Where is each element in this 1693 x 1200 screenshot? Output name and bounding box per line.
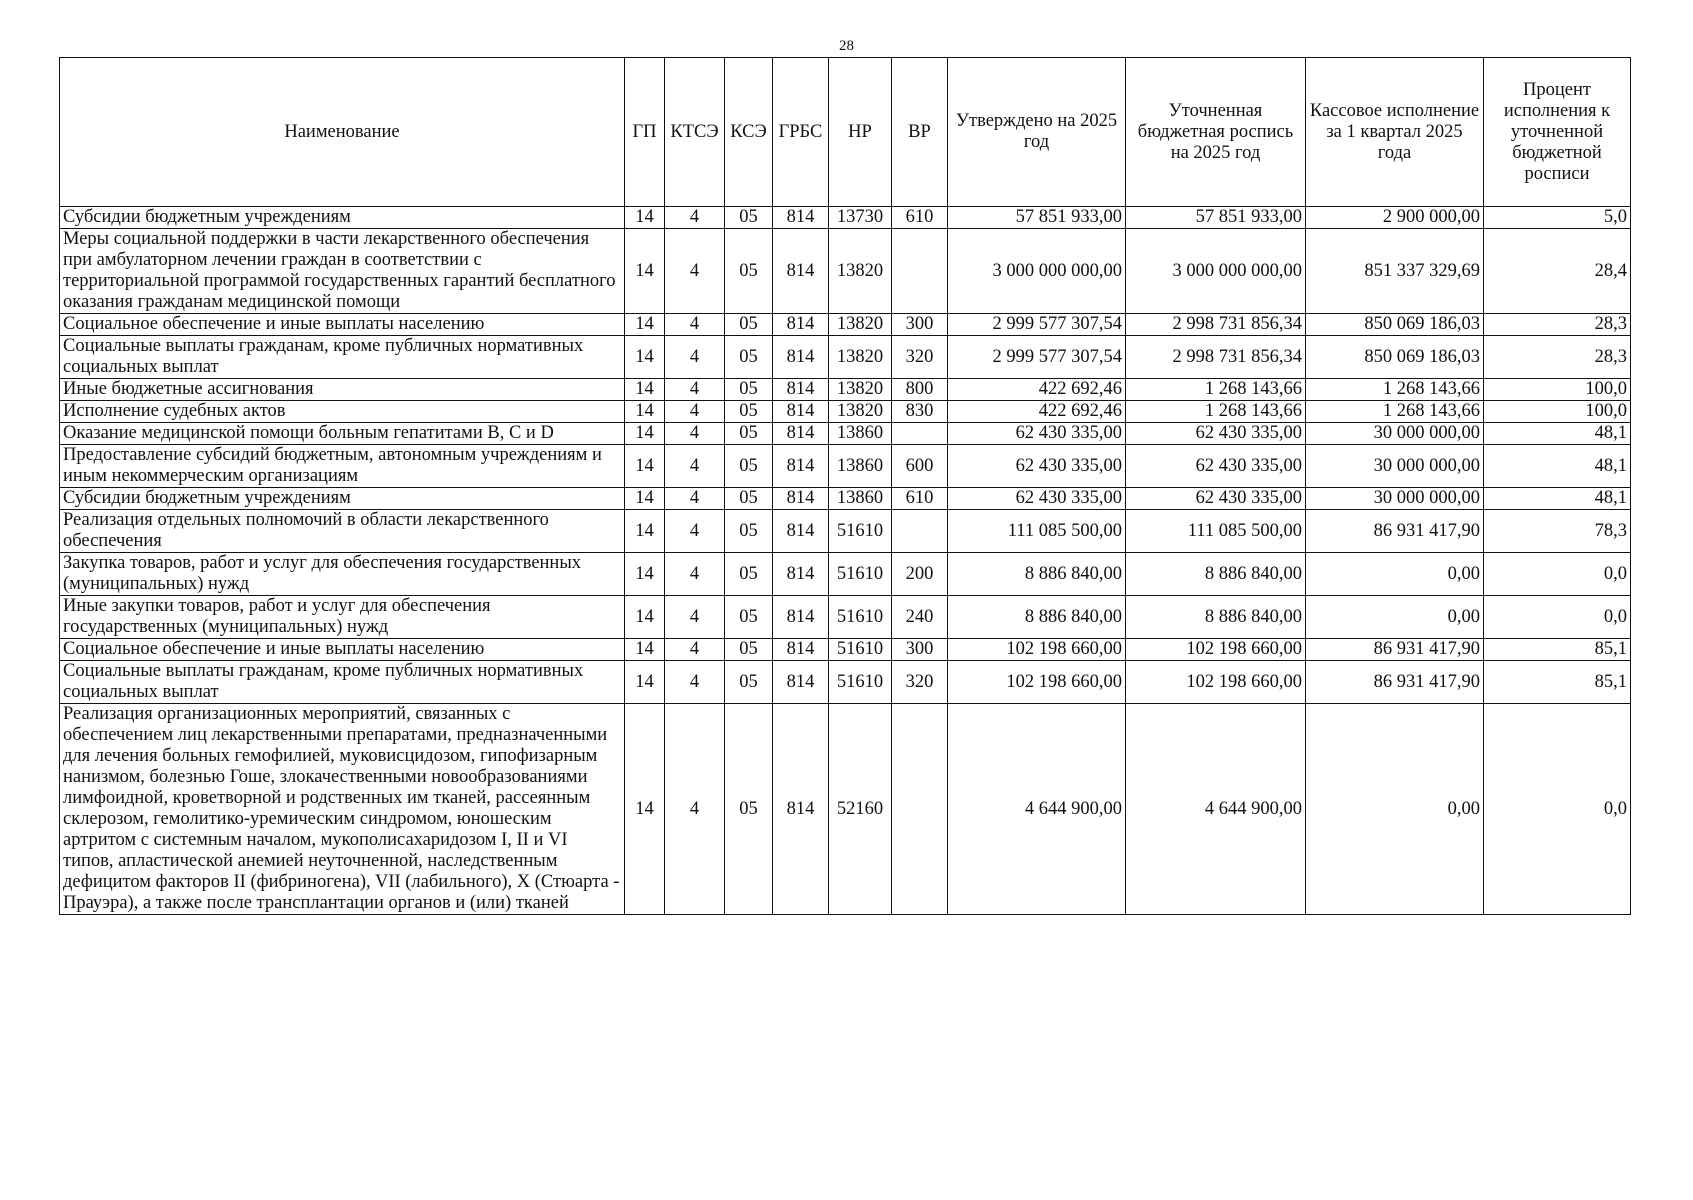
cell-grbs: 814 <box>773 445 829 488</box>
cell-name: Исполнение судебных актов <box>60 401 625 423</box>
cell-approved: 62 430 335,00 <box>948 488 1126 510</box>
cell-name: Закупка товаров, работ и услуг для обеспечения государственных (муниципальных) нужд <box>60 553 625 596</box>
table-row <box>60 553 1631 596</box>
cell-ktse: 4 <box>665 553 725 596</box>
cell-percent: 48,1 <box>1484 445 1631 488</box>
cell-kse: 05 <box>725 336 773 379</box>
cell-gp: 14 <box>625 661 665 704</box>
cell-refined: 111 085 500,00 <box>1126 510 1306 553</box>
cell-kse: 05 <box>725 401 773 423</box>
header-ktse: КТСЭ <box>665 58 725 207</box>
table-row <box>60 401 1631 423</box>
table-row <box>60 229 1631 314</box>
cell-kse: 05 <box>725 445 773 488</box>
header-cash: Кассовое исполнение за 1 квартал 2025 года <box>1306 58 1484 207</box>
cell-gp: 14 <box>625 510 665 553</box>
cell-cash: 86 931 417,90 <box>1306 510 1484 553</box>
cell-nr: 13820 <box>829 229 892 314</box>
cell-vr: 320 <box>892 661 948 704</box>
table-row <box>60 207 1631 229</box>
cell-percent: 5,0 <box>1484 207 1631 229</box>
cell-kse: 05 <box>725 596 773 639</box>
cell-ktse: 4 <box>665 423 725 445</box>
cell-vr <box>892 704 948 915</box>
cell-ktse: 4 <box>665 207 725 229</box>
cell-name: Реализация отдельных полномочий в области лекарственного обеспечения <box>60 510 625 553</box>
cell-grbs: 814 <box>773 207 829 229</box>
cell-vr: 200 <box>892 553 948 596</box>
table-row <box>60 661 1631 704</box>
cell-ktse: 4 <box>665 379 725 401</box>
cell-approved: 2 999 577 307,54 <box>948 336 1126 379</box>
cell-cash: 0,00 <box>1306 553 1484 596</box>
cell-percent: 78,3 <box>1484 510 1631 553</box>
cell-vr <box>892 229 948 314</box>
cell-gp: 14 <box>625 423 665 445</box>
cell-kse: 05 <box>725 510 773 553</box>
cell-approved: 62 430 335,00 <box>948 445 1126 488</box>
table-row <box>60 336 1631 379</box>
cell-refined: 8 886 840,00 <box>1126 596 1306 639</box>
cell-refined: 102 198 660,00 <box>1126 639 1306 661</box>
cell-nr: 51610 <box>829 661 892 704</box>
header-vr: ВР <box>892 58 948 207</box>
cell-cash: 0,00 <box>1306 596 1484 639</box>
cell-percent: 48,1 <box>1484 488 1631 510</box>
cell-vr: 830 <box>892 401 948 423</box>
cell-cash: 86 931 417,90 <box>1306 639 1484 661</box>
cell-percent: 85,1 <box>1484 661 1631 704</box>
cell-vr: 600 <box>892 445 948 488</box>
cell-ktse: 4 <box>665 639 725 661</box>
cell-vr: 610 <box>892 207 948 229</box>
table-row <box>60 314 1631 336</box>
cell-cash: 0,00 <box>1306 704 1484 915</box>
cell-grbs: 814 <box>773 379 829 401</box>
cell-ktse: 4 <box>665 661 725 704</box>
cell-refined: 62 430 335,00 <box>1126 488 1306 510</box>
cell-refined: 1 268 143,66 <box>1126 379 1306 401</box>
cell-percent: 100,0 <box>1484 401 1631 423</box>
cell-approved: 57 851 933,00 <box>948 207 1126 229</box>
cell-approved: 422 692,46 <box>948 401 1126 423</box>
page-number: 28 <box>839 38 854 54</box>
cell-percent: 28,4 <box>1484 229 1631 314</box>
cell-gp: 14 <box>625 401 665 423</box>
cell-grbs: 814 <box>773 336 829 379</box>
cell-kse: 05 <box>725 423 773 445</box>
cell-kse: 05 <box>725 379 773 401</box>
header-row <box>60 58 1631 207</box>
cell-ktse: 4 <box>665 314 725 336</box>
cell-grbs: 814 <box>773 661 829 704</box>
cell-percent: 100,0 <box>1484 379 1631 401</box>
cell-refined: 4 644 900,00 <box>1126 704 1306 915</box>
cell-percent: 28,3 <box>1484 336 1631 379</box>
cell-gp: 14 <box>625 314 665 336</box>
cell-nr: 51610 <box>829 553 892 596</box>
cell-kse: 05 <box>725 229 773 314</box>
cell-gp: 14 <box>625 379 665 401</box>
cell-gp: 14 <box>625 207 665 229</box>
cell-ktse: 4 <box>665 401 725 423</box>
table-row <box>60 379 1631 401</box>
header-refined: Уточненная бюджетная роспись на 2025 год <box>1126 58 1306 207</box>
cell-vr: 300 <box>892 314 948 336</box>
cell-refined: 62 430 335,00 <box>1126 445 1306 488</box>
cell-gp: 14 <box>625 488 665 510</box>
cell-refined: 8 886 840,00 <box>1126 553 1306 596</box>
cell-cash: 86 931 417,90 <box>1306 661 1484 704</box>
cell-name: Иные бюджетные ассигнования <box>60 379 625 401</box>
header-approved: Утверждено на 2025 год <box>948 58 1126 207</box>
cell-kse: 05 <box>725 553 773 596</box>
table-header <box>60 58 1631 207</box>
cell-nr: 13820 <box>829 314 892 336</box>
cell-percent: 28,3 <box>1484 314 1631 336</box>
cell-approved: 8 886 840,00 <box>948 596 1126 639</box>
cell-vr: 240 <box>892 596 948 639</box>
cell-refined: 1 268 143,66 <box>1126 401 1306 423</box>
cell-name: Меры социальной поддержки в части лекарственного обеспечения при амбулаторном лечении граждан в соответствии с территориальной программой государственных гарантий бесплатного оказания гражданам медицинской помощи <box>60 229 625 314</box>
header-nr: НР <box>829 58 892 207</box>
cell-percent: 85,1 <box>1484 639 1631 661</box>
cell-ktse: 4 <box>665 488 725 510</box>
budget-execution-table <box>59 57 1631 915</box>
cell-nr: 51610 <box>829 510 892 553</box>
cell-ktse: 4 <box>665 229 725 314</box>
cell-name: Оказание медицинской помощи больным гепатитами B, C и D <box>60 423 625 445</box>
cell-refined: 3 000 000 000,00 <box>1126 229 1306 314</box>
cell-kse: 05 <box>725 207 773 229</box>
cell-cash: 30 000 000,00 <box>1306 445 1484 488</box>
header-kse: КСЭ <box>725 58 773 207</box>
cell-kse: 05 <box>725 488 773 510</box>
cell-grbs: 814 <box>773 314 829 336</box>
cell-vr <box>892 510 948 553</box>
cell-refined: 2 998 731 856,34 <box>1126 314 1306 336</box>
cell-approved: 102 198 660,00 <box>948 661 1126 704</box>
header-gp: ГП <box>625 58 665 207</box>
cell-percent: 48,1 <box>1484 423 1631 445</box>
cell-gp: 14 <box>625 596 665 639</box>
cell-cash: 30 000 000,00 <box>1306 423 1484 445</box>
table-row <box>60 704 1631 915</box>
cell-nr: 13860 <box>829 423 892 445</box>
cell-grbs: 814 <box>773 639 829 661</box>
cell-refined: 2 998 731 856,34 <box>1126 336 1306 379</box>
cell-vr: 800 <box>892 379 948 401</box>
cell-approved: 3 000 000 000,00 <box>948 229 1126 314</box>
cell-gp: 14 <box>625 704 665 915</box>
cell-percent: 0,0 <box>1484 704 1631 915</box>
cell-percent: 0,0 <box>1484 553 1631 596</box>
cell-name: Субсидии бюджетным учреждениям <box>60 207 625 229</box>
cell-grbs: 814 <box>773 401 829 423</box>
cell-cash: 850 069 186,03 <box>1306 336 1484 379</box>
table-row <box>60 639 1631 661</box>
table-row <box>60 596 1631 639</box>
table-row <box>60 423 1631 445</box>
cell-name: Социальные выплаты гражданам, кроме публичных нормативных социальных выплат <box>60 336 625 379</box>
cell-nr: 13860 <box>829 445 892 488</box>
cell-name: Социальное обеспечение и иные выплаты населению <box>60 639 625 661</box>
cell-kse: 05 <box>725 314 773 336</box>
header-grbs: ГРБС <box>773 58 829 207</box>
cell-nr: 13820 <box>829 379 892 401</box>
cell-refined: 62 430 335,00 <box>1126 423 1306 445</box>
table-row <box>60 445 1631 488</box>
cell-gp: 14 <box>625 639 665 661</box>
cell-grbs: 814 <box>773 704 829 915</box>
cell-cash: 1 268 143,66 <box>1306 401 1484 423</box>
cell-kse: 05 <box>725 661 773 704</box>
cell-vr <box>892 423 948 445</box>
cell-approved: 111 085 500,00 <box>948 510 1126 553</box>
cell-percent: 0,0 <box>1484 596 1631 639</box>
header-percent: Процент исполнения к уточненной бюджетной росписи <box>1484 58 1631 207</box>
cell-approved: 2 999 577 307,54 <box>948 314 1126 336</box>
cell-ktse: 4 <box>665 596 725 639</box>
cell-nr: 51610 <box>829 596 892 639</box>
cell-cash: 1 268 143,66 <box>1306 379 1484 401</box>
cell-grbs: 814 <box>773 596 829 639</box>
cell-cash: 851 337 329,69 <box>1306 229 1484 314</box>
cell-gp: 14 <box>625 553 665 596</box>
cell-name: Субсидии бюджетным учреждениям <box>60 488 625 510</box>
cell-name: Социальные выплаты гражданам, кроме публичных нормативных социальных выплат <box>60 661 625 704</box>
cell-nr: 52160 <box>829 704 892 915</box>
cell-approved: 4 644 900,00 <box>948 704 1126 915</box>
cell-refined: 57 851 933,00 <box>1126 207 1306 229</box>
cell-nr: 13860 <box>829 488 892 510</box>
cell-kse: 05 <box>725 639 773 661</box>
table-row <box>60 488 1631 510</box>
cell-name: Предоставление субсидий бюджетным, автономным учреждениям и иным некоммерческим организациям <box>60 445 625 488</box>
cell-approved: 62 430 335,00 <box>948 423 1126 445</box>
cell-ktse: 4 <box>665 445 725 488</box>
cell-cash: 30 000 000,00 <box>1306 488 1484 510</box>
table-row <box>60 510 1631 553</box>
cell-name: Социальное обеспечение и иные выплаты населению <box>60 314 625 336</box>
cell-name: Реализация организационных мероприятий, связанных с обеспечением лиц лекарственными препаратами, предназначенными для лечения больных гемофилией, муковисцидозом, гипофизарным нанизмом, болезнью Гоше, злокачественными новообразованиями лимфоидной, кроветворной и родственных им тканей, рассеянным склерозом, гемолитико-уремическим синдромом, юношеским артритом с системным началом, мукополисахаридозом I, II и VI типов, апластической анемией неуточненной, наследственным дефицитом факторов II (фибриногена), VII (лабильного), X (Стюарта - Прауэра), а также после трансплантации органов и (или) тканей <box>60 704 625 915</box>
cell-cash: 850 069 186,03 <box>1306 314 1484 336</box>
cell-gp: 14 <box>625 445 665 488</box>
cell-approved: 422 692,46 <box>948 379 1126 401</box>
cell-nr: 13820 <box>829 401 892 423</box>
cell-approved: 8 886 840,00 <box>948 553 1126 596</box>
cell-refined: 102 198 660,00 <box>1126 661 1306 704</box>
cell-grbs: 814 <box>773 553 829 596</box>
cell-vr: 320 <box>892 336 948 379</box>
header-name: Наименование <box>60 58 625 207</box>
cell-grbs: 814 <box>773 510 829 553</box>
cell-ktse: 4 <box>665 704 725 915</box>
cell-nr: 51610 <box>829 639 892 661</box>
cell-grbs: 814 <box>773 423 829 445</box>
cell-grbs: 814 <box>773 229 829 314</box>
cell-approved: 102 198 660,00 <box>948 639 1126 661</box>
cell-kse: 05 <box>725 704 773 915</box>
cell-grbs: 814 <box>773 488 829 510</box>
cell-cash: 2 900 000,00 <box>1306 207 1484 229</box>
cell-gp: 14 <box>625 229 665 314</box>
cell-name: Иные закупки товаров, работ и услуг для обеспечения государственных (муниципальных) нужд <box>60 596 625 639</box>
cell-vr: 610 <box>892 488 948 510</box>
cell-gp: 14 <box>625 336 665 379</box>
cell-ktse: 4 <box>665 336 725 379</box>
cell-ktse: 4 <box>665 510 725 553</box>
cell-nr: 13730 <box>829 207 892 229</box>
cell-vr: 300 <box>892 639 948 661</box>
table-body <box>60 207 1631 915</box>
cell-nr: 13820 <box>829 336 892 379</box>
